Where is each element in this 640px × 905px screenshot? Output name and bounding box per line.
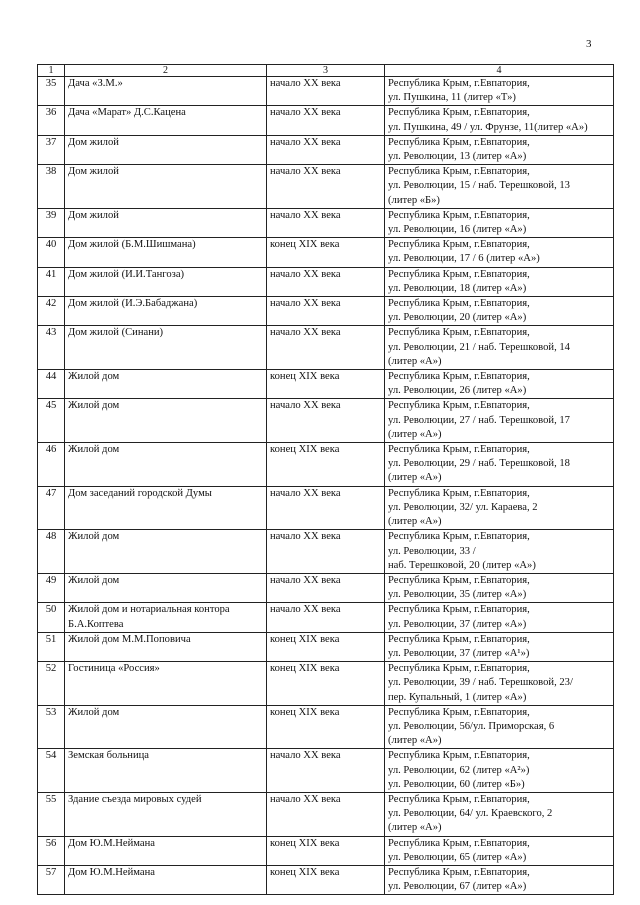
address-line: Республика Крым, г.Евпатория, xyxy=(388,793,530,805)
address-line: ул. Революции, 60 (литер «Б») xyxy=(388,778,525,790)
object-name: Дом жилой (И.Э.Бабаджана) xyxy=(65,297,267,326)
table-row xyxy=(38,749,614,793)
address-line: ул. Революции, 21 / наб. Терешковой, 14 xyxy=(388,341,570,353)
table-row xyxy=(38,165,614,209)
object-name: Жилой дом xyxy=(65,530,267,574)
address-line: Республика Крым, г.Евпатория, xyxy=(388,239,530,251)
row-number: 46 xyxy=(38,443,65,487)
table-row xyxy=(38,865,614,894)
address-line: Республика Крым, г.Евпатория, xyxy=(388,444,530,456)
object-period: начало XX века xyxy=(267,399,385,443)
address-line: ул. Революции, 32/ ул. Караева, 2 xyxy=(388,501,538,513)
object-period: конец XIX века xyxy=(267,865,385,894)
table-row xyxy=(38,530,614,574)
row-number: 45 xyxy=(38,399,65,443)
table-body xyxy=(38,77,614,895)
object-name: Жилой дом М.М.Поповича xyxy=(65,632,267,661)
object-name: Дача «З.М.» xyxy=(65,77,267,106)
address-line: наб. Терешковой, 20 (литер «А») xyxy=(388,559,536,571)
table-row xyxy=(38,792,614,836)
object-address xyxy=(385,836,614,865)
object-name: Дом жилой (Б.М.Шишмана) xyxy=(65,238,267,267)
table-row xyxy=(38,297,614,326)
object-address xyxy=(385,77,614,106)
object-address xyxy=(385,632,614,661)
object-address xyxy=(385,165,614,209)
address-line: ул. Революции, 56/ул. Приморская, 6 xyxy=(388,720,555,732)
row-number: 47 xyxy=(38,486,65,530)
address-line: ул. Пушкина, 11 (литер «Т») xyxy=(388,92,516,104)
row-number: 44 xyxy=(38,370,65,399)
row-number: 39 xyxy=(38,208,65,237)
object-address xyxy=(385,573,614,602)
object-period: начало XX века xyxy=(267,573,385,602)
address-line: ул. Революции, 20 (литер «А») xyxy=(388,312,527,324)
address-line: ул. Революции, 27 / наб. Терешковой, 17 xyxy=(388,414,570,426)
object-name: Гостиница «Россия» xyxy=(65,662,267,706)
object-address xyxy=(385,399,614,443)
address-line: ул. Революции, 18 (литер «А») xyxy=(388,282,527,294)
object-name: Дом жилой xyxy=(65,165,267,209)
object-address xyxy=(385,326,614,370)
address-line: ул. Революции, 67 (литер «А») xyxy=(388,881,527,893)
table-row xyxy=(38,443,614,487)
row-number: 51 xyxy=(38,632,65,661)
object-period: начало XX века xyxy=(267,749,385,793)
object-address xyxy=(385,208,614,237)
address-line: Республика Крым, г.Евпатория, xyxy=(388,78,530,89)
object-address xyxy=(385,530,614,574)
object-name: Жилой дом и нотариальная контора Б.А.Коптева xyxy=(65,603,267,632)
address-line: Республика Крым, г.Евпатория, xyxy=(388,663,530,675)
address-line: Республика Крым, г.Евпатория, xyxy=(388,298,530,310)
address-line: (литер «А») xyxy=(388,472,442,484)
object-period: конец XIX века xyxy=(267,370,385,399)
object-name: Здание съезда мировых судей xyxy=(65,792,267,836)
table-row xyxy=(38,77,614,106)
object-period: начало XX века xyxy=(267,208,385,237)
column-1-header: 1 xyxy=(38,65,65,77)
address-line: ул. Революции, 37 (литер «А¹») xyxy=(388,647,530,659)
object-address xyxy=(385,106,614,135)
object-period: конец XIX века xyxy=(267,836,385,865)
address-line: ул. Революции, 29 / наб. Терешковой, 18 xyxy=(388,458,570,470)
object-period: конец XIX века xyxy=(267,443,385,487)
address-line: (литер «А») xyxy=(388,355,442,367)
table-row xyxy=(38,106,614,135)
object-name: Дом заседаний городской Думы xyxy=(65,486,267,530)
address-line: Республика Крым, г.Евпатория, xyxy=(388,750,530,762)
address-line: ул. Революции, 62 (литер «А²») xyxy=(388,764,530,776)
object-period: начало XX века xyxy=(267,77,385,106)
row-number: 54 xyxy=(38,749,65,793)
address-line: ул. Революции, 37 (литер «А») xyxy=(388,618,527,630)
address-line: Республика Крым, г.Евпатория, xyxy=(388,574,530,586)
table-row xyxy=(38,267,614,296)
address-line: Республика Крым, г.Евпатория, xyxy=(388,371,530,383)
object-period: начало XX века xyxy=(267,135,385,164)
row-number: 35 xyxy=(38,77,65,106)
column-2-header: 2 xyxy=(65,65,267,77)
table-row xyxy=(38,632,614,661)
row-number: 57 xyxy=(38,865,65,894)
table-row xyxy=(38,208,614,237)
address-line: ул. Революции, 17 / 6 (литер «А») xyxy=(388,253,540,265)
row-number: 53 xyxy=(38,705,65,749)
address-line: ул. Революции, 26 (литер «А») xyxy=(388,385,527,397)
table-row xyxy=(38,662,614,706)
table-row xyxy=(38,486,614,530)
table-row xyxy=(38,238,614,267)
object-address xyxy=(385,792,614,836)
row-number: 41 xyxy=(38,267,65,296)
object-period: начало XX века xyxy=(267,297,385,326)
object-period: конец XIX века xyxy=(267,662,385,706)
table-row xyxy=(38,399,614,443)
object-period: начало XX века xyxy=(267,603,385,632)
table-row xyxy=(38,135,614,164)
table-row xyxy=(38,573,614,602)
object-address xyxy=(385,443,614,487)
address-line: Республика Крым, г.Евпатория, xyxy=(388,531,530,543)
object-name: Жилой дом xyxy=(65,370,267,399)
object-name: Жилой дом xyxy=(65,443,267,487)
address-line: ул. Революции, 65 (литер «А») xyxy=(388,851,527,863)
row-number: 55 xyxy=(38,792,65,836)
object-period: конец XIX века xyxy=(267,705,385,749)
row-number: 40 xyxy=(38,238,65,267)
object-address xyxy=(385,603,614,632)
address-line: ул. Революции, 35 (литер «А») xyxy=(388,589,527,601)
address-line: ул. Революции, 13 (литер «А») xyxy=(388,151,527,163)
row-number: 43 xyxy=(38,326,65,370)
object-name: Жилой дом xyxy=(65,399,267,443)
object-address xyxy=(385,486,614,530)
object-period: начало XX века xyxy=(267,486,385,530)
address-line: (литер «А») xyxy=(388,428,442,440)
object-name: Дача «Марат» Д.С.Кацена xyxy=(65,106,267,135)
object-name: Дом жилой xyxy=(65,135,267,164)
address-line: Республика Крым, г.Евпатория, xyxy=(388,327,530,339)
address-line: Республика Крым, г.Евпатория, xyxy=(388,866,530,878)
address-line: ул. Революции, 16 (литер «А») xyxy=(388,224,527,236)
table-row xyxy=(38,705,614,749)
address-line: Республика Крым, г.Евпатория, xyxy=(388,268,530,280)
address-line: пер. Купальный, 1 (литер «А») xyxy=(388,691,527,703)
address-line: Республика Крым, г.Евпатория, xyxy=(388,166,530,178)
row-number: 42 xyxy=(38,297,65,326)
address-line: Республика Крым, г.Евпатория, xyxy=(388,706,530,718)
row-number: 36 xyxy=(38,106,65,135)
row-number: 38 xyxy=(38,165,65,209)
object-name: Дом жилой xyxy=(65,208,267,237)
object-address xyxy=(385,705,614,749)
object-address xyxy=(385,297,614,326)
object-name: Дом Ю.М.Неймана xyxy=(65,836,267,865)
object-name: Земская больница xyxy=(65,749,267,793)
address-line: Республика Крым, г.Евпатория, xyxy=(388,136,530,148)
row-number: 52 xyxy=(38,662,65,706)
row-number: 48 xyxy=(38,530,65,574)
address-line: (литер «А») xyxy=(388,822,442,834)
object-address xyxy=(385,865,614,894)
object-period: конец XIX века xyxy=(267,632,385,661)
object-name: Жилой дом xyxy=(65,573,267,602)
object-name: Дом жилой (И.И.Тангоза) xyxy=(65,267,267,296)
object-period: начало XX века xyxy=(267,106,385,135)
object-address xyxy=(385,135,614,164)
page-number: 3 xyxy=(586,38,592,50)
object-period: начало XX века xyxy=(267,267,385,296)
object-period: начало XX века xyxy=(267,326,385,370)
object-address xyxy=(385,238,614,267)
table-row xyxy=(38,836,614,865)
object-period: начало XX века xyxy=(267,165,385,209)
row-number: 56 xyxy=(38,836,65,865)
address-line: ул. Революции, 33 / xyxy=(388,545,476,557)
object-address xyxy=(385,267,614,296)
object-address xyxy=(385,749,614,793)
object-period: начало XX века xyxy=(267,792,385,836)
address-line: Республика Крым, г.Евпатория, xyxy=(388,837,530,849)
object-name: Дом Ю.М.Неймана xyxy=(65,865,267,894)
row-number: 37 xyxy=(38,135,65,164)
address-line: ул. Революции, 39 / наб. Терешковой, 23/ xyxy=(388,677,573,689)
table-row xyxy=(38,326,614,370)
address-line: Республика Крым, г.Евпатория, xyxy=(388,209,530,221)
object-name: Дом жилой (Синани) xyxy=(65,326,267,370)
address-line: (литер «Б») xyxy=(388,194,440,206)
address-line: Республика Крым, г.Евпатория, xyxy=(388,487,530,499)
address-line: Республика Крым, г.Евпатория, xyxy=(388,633,530,645)
object-address xyxy=(385,662,614,706)
object-name: Жилой дом xyxy=(65,705,267,749)
address-line: ул. Пушкина, 49 / ул. Фрунзе, 11(литер «А») xyxy=(388,121,588,133)
address-line: ул. Революции, 64/ ул. Краевского, 2 xyxy=(388,808,553,820)
object-address xyxy=(385,370,614,399)
address-line: Республика Крым, г.Евпатория, xyxy=(388,604,530,616)
row-number: 50 xyxy=(38,603,65,632)
column-number-row xyxy=(38,65,614,77)
row-number: 49 xyxy=(38,573,65,602)
address-line: Республика Крым, г.Евпатория, xyxy=(388,107,530,119)
address-line: (литер «А») xyxy=(388,516,442,528)
column-3-header: 3 xyxy=(267,65,385,77)
address-line: Республика Крым, г.Евпатория, xyxy=(388,400,530,412)
column-4-header: 4 xyxy=(385,65,614,77)
heritage-objects-table xyxy=(37,64,614,895)
address-line: ул. Революции, 15 / наб. Терешковой, 13 xyxy=(388,180,570,192)
address-line: (литер «А») xyxy=(388,735,442,747)
object-period: конец XIX века xyxy=(267,238,385,267)
object-period: начало XX века xyxy=(267,530,385,574)
table-row xyxy=(38,370,614,399)
table-row xyxy=(38,603,614,632)
